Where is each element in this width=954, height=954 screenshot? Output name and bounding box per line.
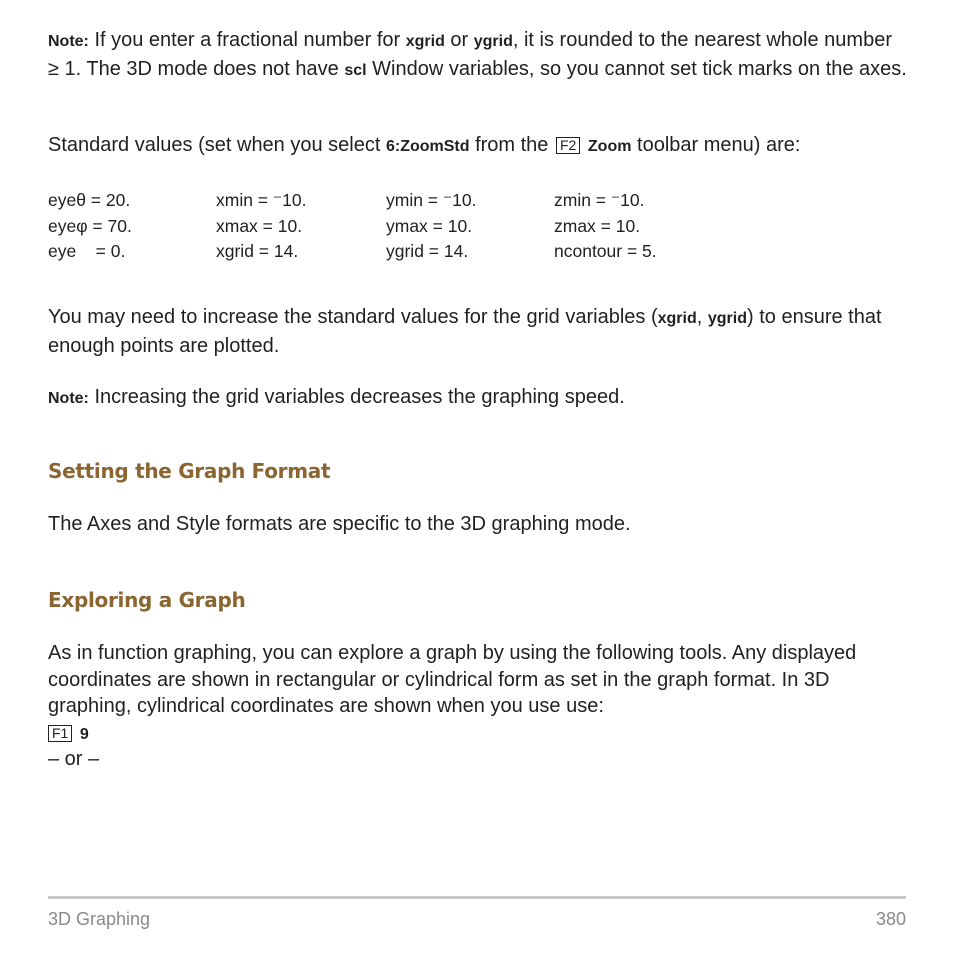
zoomstd-command: 6:ZoomStd <box>385 138 470 155</box>
heading-setting-graph-format: Setting the Graph Format <box>48 459 331 483</box>
table-row <box>48 190 768 216</box>
note-label: Note: <box>48 33 89 50</box>
table-cell: eye = 0. <box>48 241 126 261</box>
key-digit: 9 <box>79 726 89 743</box>
table-cell: xmin = ⁻10. <box>216 190 307 210</box>
format-paragraph: The Axes and Style formats are specific to the 3D graphing mode. <box>48 513 631 535</box>
heading-exploring-graph: Exploring a Graph <box>48 588 246 612</box>
explore-paragraph: As in function graphing, you can explore a graph by using the following tools. Any displayed coordinates are shown in rectangular or cylindrical form as set in the graph format. In 3D graphing, cylindrical coordinates are shown when you use use: <box>48 642 857 717</box>
table-cell: zmin = ⁻10. <box>554 190 645 210</box>
table-cell: zmax = 10. <box>554 215 641 236</box>
table-row <box>48 216 768 242</box>
grid-variables-paragraph: You may need to increase the standard values for the grid variables (xgrid, ygrid) to ensure that enough points are plotted. <box>48 306 882 357</box>
footer-section-title: 3D Graphing <box>48 909 151 929</box>
table-cell: ymin = ⁻10. <box>386 190 477 210</box>
table-cell: ygrid = 14. <box>386 241 469 261</box>
table-cell: ymax = 10. <box>386 215 473 236</box>
table-row <box>48 241 768 267</box>
table-cell: ncontour = 5. <box>554 241 657 261</box>
table-cell: eyeφ = 70. <box>48 215 132 236</box>
f1-key-icon: F1 <box>48 725 72 742</box>
ygrid-term: ygrid <box>473 33 513 50</box>
table-cell: xgrid = 14. <box>216 241 299 261</box>
note-label: Note: <box>48 390 89 407</box>
table-cell: eyeθ = 20. <box>48 190 131 210</box>
note-paragraph-2: Note: Increasing the grid variables decreases the graphing speed. <box>48 386 625 408</box>
note-paragraph-1: Note: If you enter a fractional number for xgrid or ygrid, it is rounded to the nearest whole number ≥ 1. The 3D mode does not have scl Window variables, so you cannot set tick marks on the axes. <box>48 29 907 80</box>
standard-values-paragraph: Standard values (set when you select 6:ZoomStd from the F2 Zoom toolbar menu) are: <box>48 134 801 156</box>
key-sequence-line <box>48 720 908 749</box>
table-cell: xmax = 10. <box>216 215 303 236</box>
ygrid-term: ygrid <box>707 310 747 327</box>
xgrid-term: xgrid <box>657 310 697 327</box>
scl-term: scl <box>344 61 367 79</box>
footer-divider <box>48 896 906 899</box>
standard-values-table <box>48 190 768 267</box>
or-separator: – or – <box>48 748 100 770</box>
footer-page-number: 380 <box>875 909 906 929</box>
zoom-menu-name: Zoom <box>587 138 632 155</box>
xgrid-term: xgrid <box>405 33 445 50</box>
f2-key-icon: F2 <box>556 137 580 154</box>
